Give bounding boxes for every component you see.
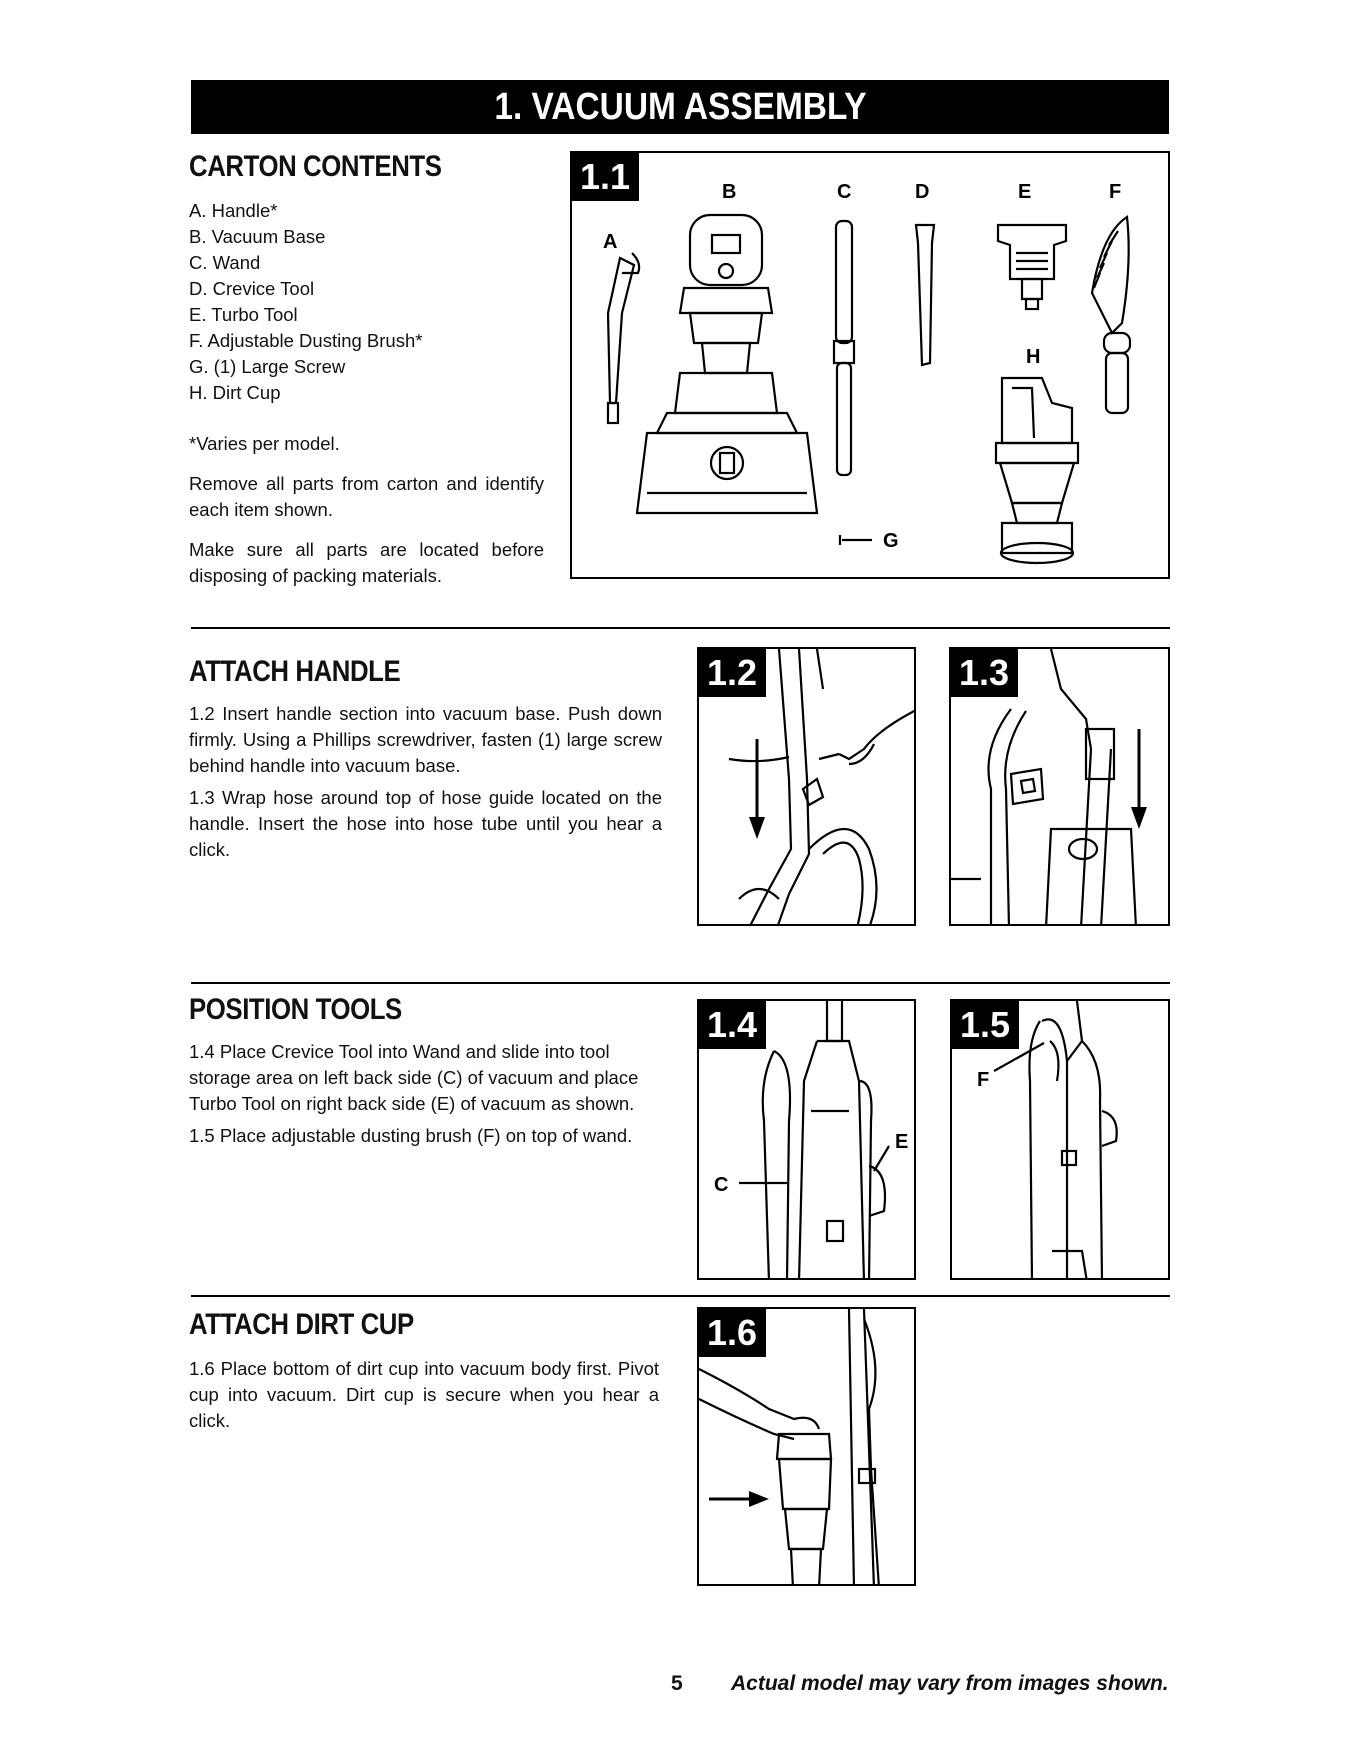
attach-handle-heading: ATTACH HANDLE [189,655,401,688]
figure-1-3 [949,647,1170,926]
list-item: E. Turbo Tool [189,304,298,325]
section-divider [191,1295,1170,1297]
carton-para-2: Make sure all parts are located before disposing of packing materials. [189,539,544,586]
figure-1-1 [570,151,1170,579]
page-number: 5 [671,1672,683,1695]
part-label-b: B [722,181,737,203]
part-label-d: D [915,181,930,203]
callout-label-e: E [895,1131,909,1153]
section-title-banner [191,80,1169,134]
attach-dirt-cup-heading: ATTACH DIRT CUP [189,1308,414,1341]
figure-tag: 1.5 [952,1001,1019,1049]
section-title: 1. VACUUM ASSEMBLY [493,86,867,128]
list-item: C. Wand [189,252,261,273]
figure-tag: 1.6 [699,1309,766,1357]
callout-label-f: F [977,1069,990,1091]
list-item: A. Handle* [189,200,278,221]
parts-illustration [572,153,1170,579]
position-tools-heading: POSITION TOOLS [189,993,402,1026]
part-label-a: A [603,231,618,253]
figure-1-6 [697,1307,916,1586]
figure-tag: 1.3 [951,649,1018,697]
figure-1-5 [950,999,1170,1280]
list-item: G. (1) Large Screw [189,356,346,377]
attach-dirt-cup-para-1: 1.6 Place bottom of dirt cup into vacuum body first. Pivot cup into vacuum. Dirt cup is secure when you hear a click. [189,1358,659,1431]
carton-footnote: *Varies per model. [189,433,340,454]
figure-1-4 [697,999,916,1280]
part-label-e: E [1018,181,1032,203]
carton-items-list [189,198,549,406]
attach-handle-para-2: 1.3 Wrap hose around top of hose guide located on the handle. Insert the hose into hose tube until you hear a click. [189,787,662,860]
list-item: H. Dirt Cup [189,382,281,403]
part-label-g: G [883,530,899,552]
carton-contents-heading: CARTON CONTENTS [189,150,442,183]
footer-disclaimer: Actual model may vary from images shown. [731,1672,1169,1695]
figure-tag: 1.2 [699,649,766,697]
section-divider [191,627,1170,629]
list-item: F. Adjustable Dusting Brush* [189,330,423,351]
callout-label-c: C [714,1174,729,1196]
list-item: D. Crevice Tool [189,278,315,299]
attach-handle-para-1: 1.2 Insert handle section into vacuum base. Push down firmly. Using a Phillips screwdriver, fasten (1) large screw behind handle into vacuum base. [189,703,662,776]
carton-para-1: Remove all parts from carton and identify each item shown. [189,473,544,520]
position-tools-para-2: 1.5 Place adjustable dusting brush (F) on top of wand. [189,1125,633,1146]
position-tools-para-1: 1.4 Place Crevice Tool into Wand and slide into tool storage area on left back side (C) of vacuum and place Turbo Tool on right back side (E) of vacuum as shown. [189,1041,639,1114]
part-label-h: H [1026,346,1041,368]
section-divider [191,982,1170,984]
part-label-f: F [1109,181,1122,203]
list-item: B. Vacuum Base [189,226,326,247]
part-label-c: C [837,181,852,203]
figure-tag: 1.1 [572,153,639,201]
figure-1-2 [697,647,916,926]
figure-tag: 1.4 [699,1001,766,1049]
